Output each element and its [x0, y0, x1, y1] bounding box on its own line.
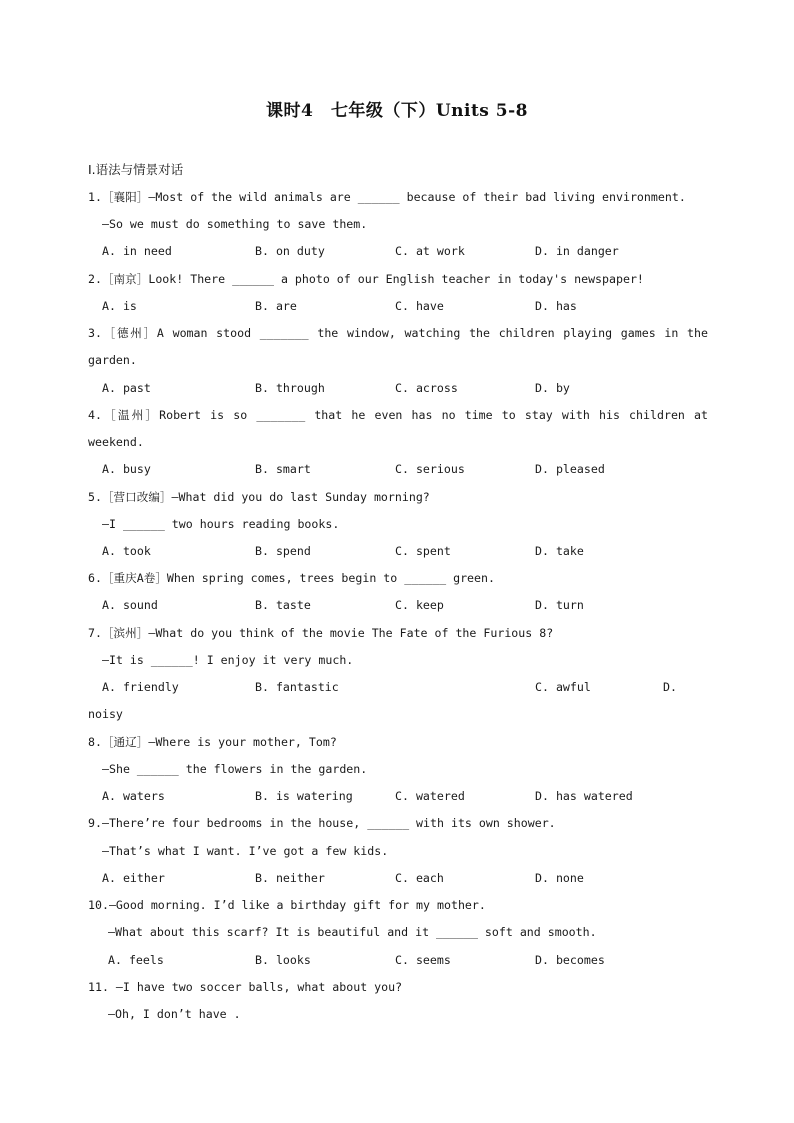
question-10-option-a: A. feels [108, 953, 164, 967]
question-7-option-c: C. awful [535, 680, 591, 694]
question-11-response: —Oh, I don’t have . [108, 1007, 241, 1021]
question-4-stem-cont: weekend. [88, 435, 144, 449]
question-1-option-d: D. in danger [535, 244, 619, 258]
question-1-option-a: A. in need [102, 244, 172, 258]
question-2-option-d: D. has [535, 299, 577, 313]
question-8-stem: 8.［通辽］—Where is your mother, Tom? [88, 735, 337, 749]
question-2-option-b: B. are [255, 299, 297, 313]
question-1-response: —So we must do something to save them. [102, 217, 368, 231]
question-2-option-a: A. is [102, 299, 137, 313]
question-3-stem: 3.［德州］A woman stood _______ the window, watching the children playing games in the [88, 326, 708, 340]
question-9-response: —That’s what I want. I’ve got a few kids. [102, 844, 389, 858]
question-10-option-c: C. seems [395, 953, 451, 967]
question-3-option-d: D. by [535, 381, 570, 395]
question-8-option-d: D. has watered [535, 789, 633, 803]
question-6-option-b: B. taste [255, 598, 311, 612]
question-2-option-c: C. have [395, 299, 444, 313]
section-heading: Ⅰ.语法与情景对话 [88, 162, 184, 177]
question-4-option-d: D. pleased [535, 462, 605, 476]
question-10-stem: 10.—Good morning. I’d like a birthday gift for my mother. [88, 898, 486, 912]
question-4-option-a: A. busy [102, 462, 151, 476]
question-9-stem: 9.—There’re four bedrooms in the house, ______ with its own shower. [88, 816, 556, 830]
question-7-response: —It is ______! I enjoy it very much. [102, 653, 354, 667]
question-8-option-a: A. waters [102, 789, 165, 803]
question-1-option-b: B. on duty [255, 244, 325, 258]
question-10-response: —What about this scarf? It is beautiful and it ______ soft and smooth. [108, 925, 597, 939]
question-8-option-c: C. watered [395, 789, 465, 803]
question-9-option-a: A. either [102, 871, 165, 885]
question-8-option-b: B. is watering [255, 789, 353, 803]
question-1-stem: 1.［襄阳］—Most of the wild animals are ______ because of their bad living environment. [88, 190, 686, 204]
question-9-option-d: D. none [535, 871, 584, 885]
question-5-option-c: C. spent [395, 544, 451, 558]
question-10-option-b: B. looks [255, 953, 311, 967]
question-5-option-d: D. take [535, 544, 584, 558]
question-5-stem: 5.［营口改编］—What did you do last Sunday morning? [88, 490, 430, 504]
question-9-option-b: B. neither [255, 871, 325, 885]
question-3-option-a: A. past [102, 381, 151, 395]
question-11-stem: 11. —I have two soccer balls, what about you? [88, 980, 403, 994]
question-1-option-c: C. at work [395, 244, 465, 258]
question-4-option-b: B. smart [255, 462, 311, 476]
question-6-option-d: D. turn [535, 598, 584, 612]
question-2-stem: 2.［南京］Look! There ______ a photo of our English teacher in today's newspaper! [88, 272, 644, 286]
question-5-option-a: A. took [102, 544, 151, 558]
question-7-option-d-text: noisy [88, 707, 123, 721]
question-3-stem-cont: garden. [88, 353, 137, 367]
question-7-option-b: B. fantastic [255, 680, 339, 694]
question-7-stem: 7.［滨州］—What do you think of the movie The Fate of the Furious 8? [88, 626, 554, 640]
question-4-stem: 4.［温州］Robert is so _______ that he even has no time to stay with his children at [88, 408, 708, 422]
question-3-option-c: C. across [395, 381, 458, 395]
question-4-option-c: C. serious [395, 462, 465, 476]
question-8-response: —She ______ the flowers in the garden. [102, 762, 368, 776]
question-9-option-c: C. each [395, 871, 444, 885]
question-6-stem: 6.［重庆A卷］When spring comes, trees begin to ______ green. [88, 571, 495, 585]
question-10-option-d: D. becomes [535, 953, 605, 967]
question-5-option-b: B. spend [255, 544, 311, 558]
page-title: 课时4 七年级（下）Units 5-8 [265, 101, 529, 121]
question-6-option-c: C. keep [395, 598, 444, 612]
question-7-option-d: D. [663, 680, 677, 694]
question-6-option-a: A. sound [102, 598, 158, 612]
question-3-option-b: B. through [255, 381, 325, 395]
question-7-option-a: A. friendly [102, 680, 179, 694]
question-5-response: —I ______ two hours reading books. [102, 517, 340, 531]
